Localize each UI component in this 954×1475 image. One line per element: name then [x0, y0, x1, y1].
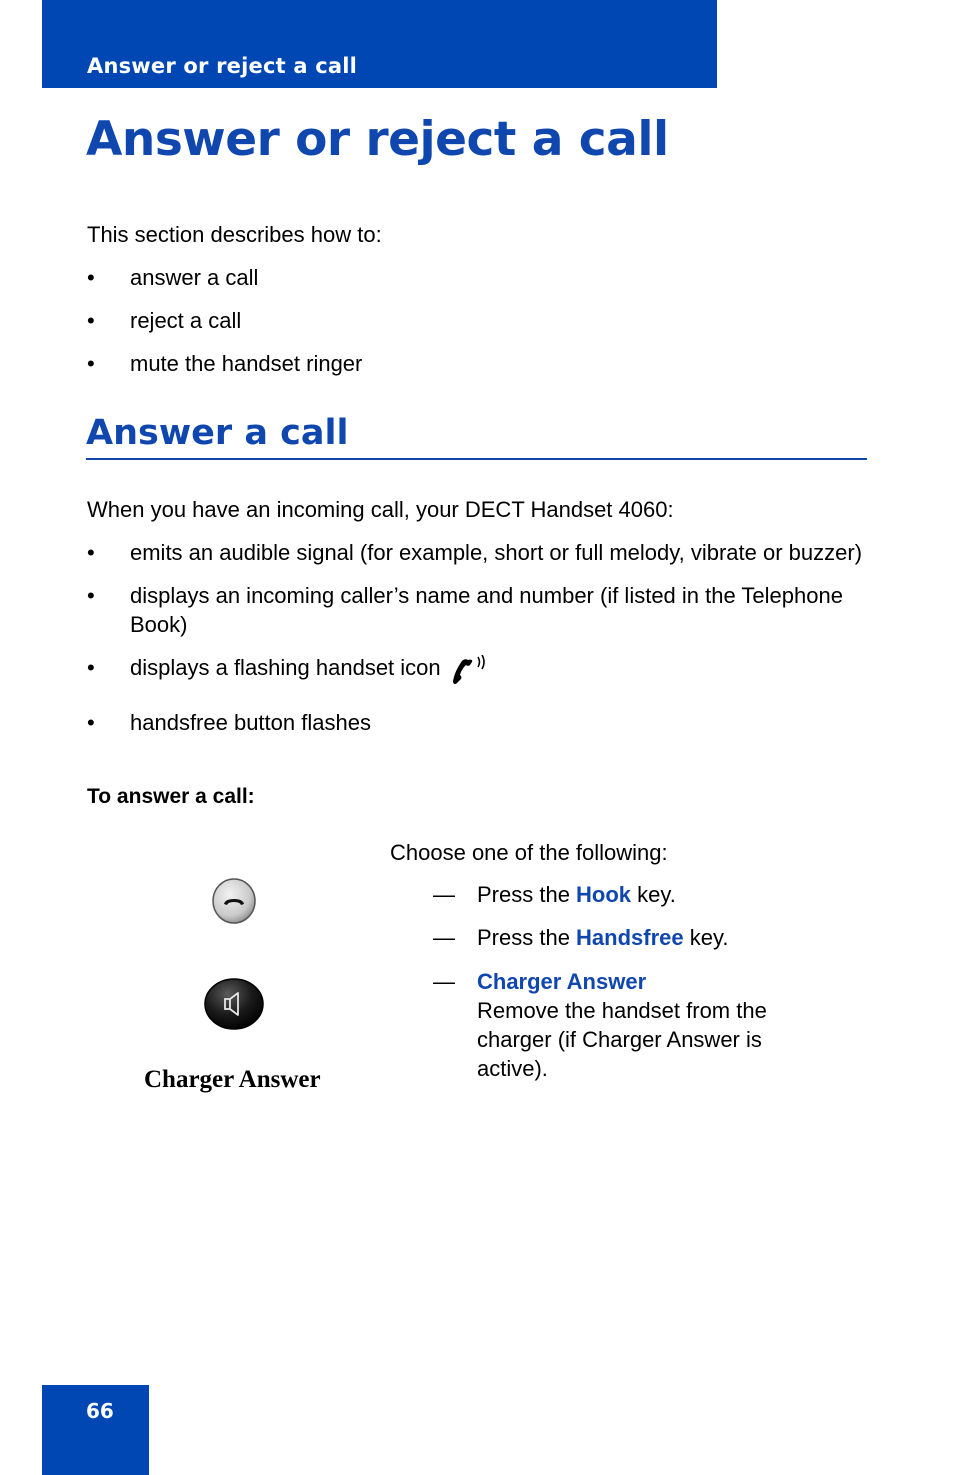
keyword-hook: Hook	[576, 882, 632, 907]
list-item: • reject a call	[87, 308, 242, 333]
list-item-text: displays an incoming caller’s name and number (if listed in the Telephone Book)	[130, 583, 843, 637]
option-dash: —	[433, 925, 455, 950]
list-item: • mute the handset ringer	[87, 351, 363, 376]
option-dash: —	[433, 882, 455, 907]
keyword-charger-answer: Charger Answer	[477, 969, 647, 994]
page-number: 66	[86, 1399, 114, 1423]
option-text: key.	[683, 925, 729, 950]
section-heading: Answer a call	[86, 413, 349, 453]
intro-text: This section describes how to:	[87, 222, 382, 247]
section-intro-text: When you have an incoming call, your DECT Handset 4060:	[87, 497, 674, 522]
list-item: • answer a call	[87, 265, 259, 290]
running-header: Answer or reject a call	[87, 54, 358, 78]
option-text: key.	[631, 882, 676, 907]
option-dash: —	[433, 969, 455, 994]
list-item: • emits an audible signal (for example, short or full melody, vibrate or buzzer)	[87, 540, 863, 565]
list-item: • handsfree button flashes	[87, 710, 371, 735]
list-item-text: answer a call	[130, 265, 259, 290]
page-title: Answer or reject a call	[86, 112, 669, 167]
list-item: • displays a flashing handset icon	[87, 653, 867, 694]
list-item-text: emits an audible signal (for example, short or full melody, vibrate or buzzer)	[130, 540, 863, 565]
list-item-text: reject a call	[130, 308, 242, 333]
hook-key-icon	[211, 877, 257, 930]
header-bar	[42, 0, 717, 88]
intro-bullet-list	[87, 263, 867, 392]
list-item-text: displays a flashing handset icon	[130, 655, 441, 680]
handsfree-key-icon	[203, 977, 265, 1036]
page-number-box	[42, 1385, 149, 1475]
keyword-handsfree: Handsfree	[576, 925, 684, 950]
flashing-handset-icon	[447, 655, 493, 694]
incoming-call-bullet-list	[87, 538, 867, 751]
list-item-text: handsfree button flashes	[130, 710, 371, 735]
procedure-heading: To answer a call:	[87, 785, 255, 808]
list-item-text: mute the handset ringer	[130, 351, 363, 376]
list-item: • displays an incoming caller’s name and number (if listed in the Telephone Book)	[87, 583, 843, 637]
option-text: Press the	[477, 925, 577, 950]
section-divider	[86, 458, 867, 460]
option-description: Remove the handset from the charger (if Charger Answer is active).	[477, 998, 767, 1081]
charger-answer-label: Charger Answer	[144, 1066, 321, 1093]
choose-instruction: Choose one of the following:	[390, 840, 668, 865]
option-text: Press the	[477, 882, 577, 907]
